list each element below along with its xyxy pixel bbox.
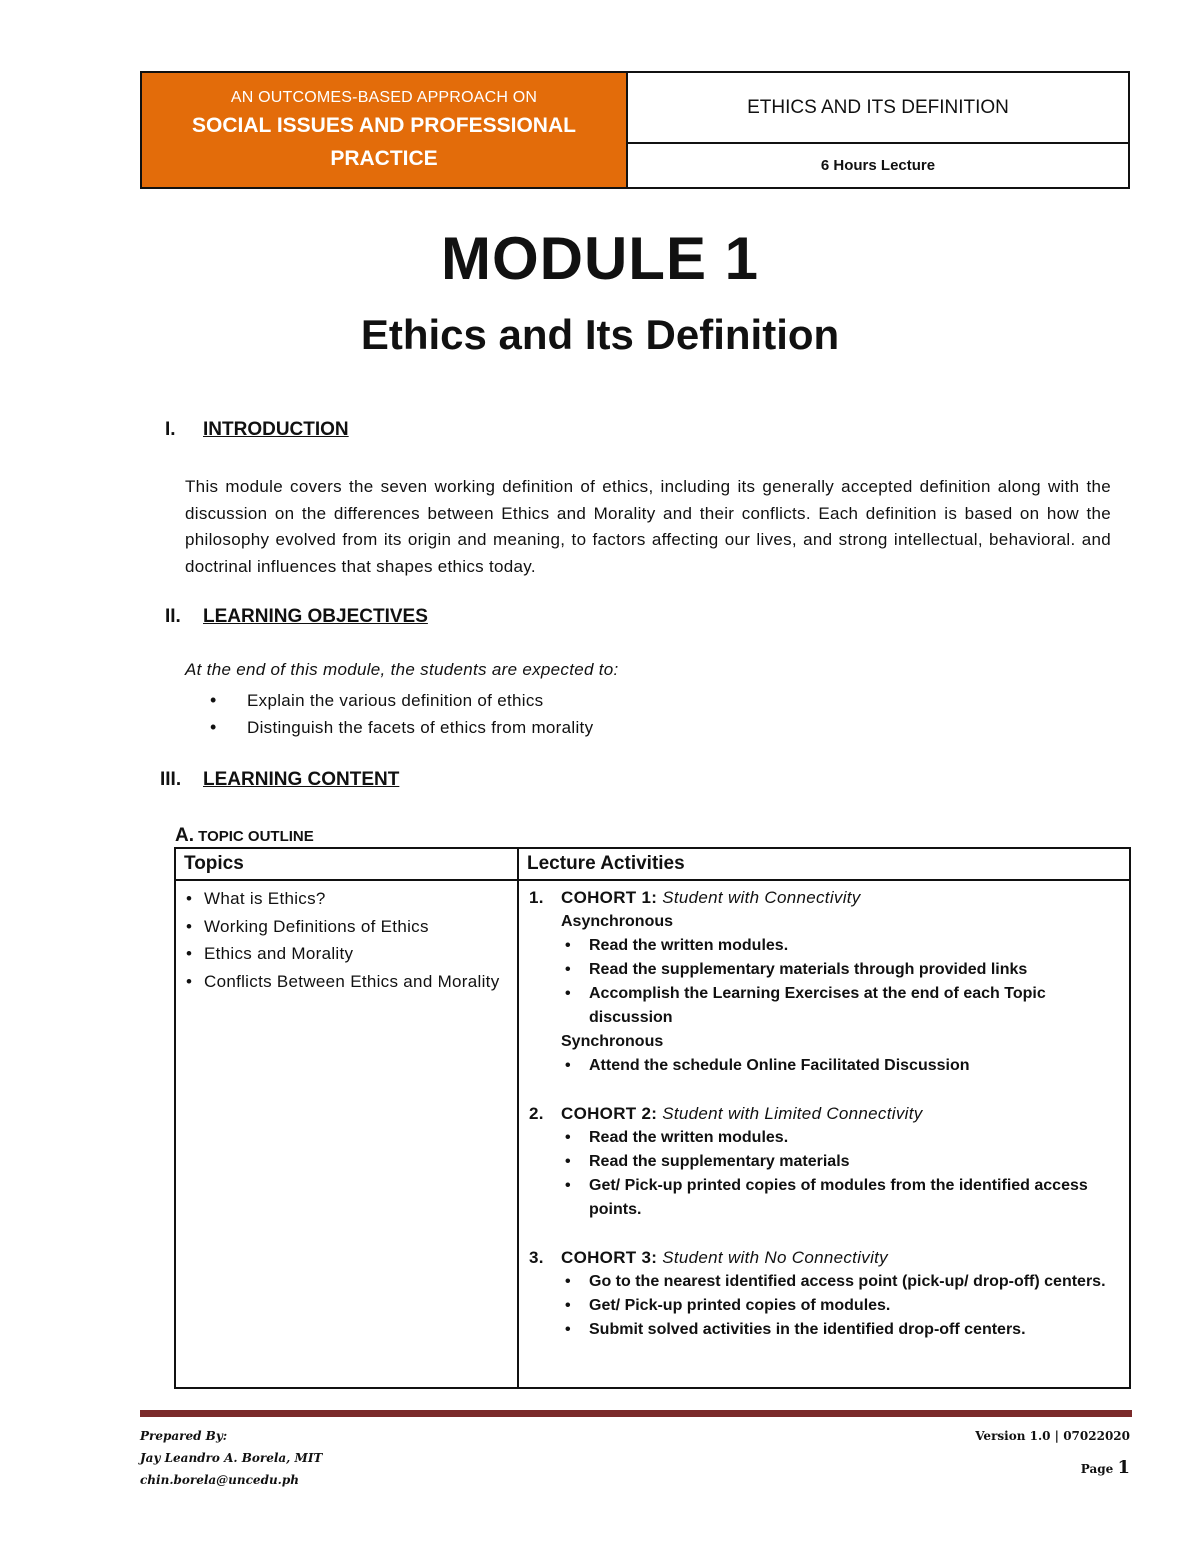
cohort-number: 2. xyxy=(529,1104,544,1123)
topic-info-block xyxy=(628,73,1128,187)
cohort-number: 1. xyxy=(529,888,544,907)
activity-list xyxy=(529,1270,1119,1342)
column-header-topics: Topics xyxy=(175,848,518,880)
author-name: Jay Leandro A. Borela, MIT xyxy=(140,1451,323,1465)
page-label: Page xyxy=(1080,1462,1114,1476)
objectives-list xyxy=(200,687,593,741)
cohort-description: Student with Limited Connectivity xyxy=(662,1104,923,1123)
table-header-row xyxy=(175,848,1130,880)
course-title-block xyxy=(142,73,628,187)
version-text: Version 1.0 | 07022020 xyxy=(975,1429,1130,1443)
section-content-heading xyxy=(160,769,399,791)
topic-outline-heading xyxy=(175,825,314,847)
activity-list xyxy=(529,934,1119,1030)
objectives-intro: At the end of this module, the students are expected to: xyxy=(185,660,619,679)
activity-list xyxy=(529,1054,1119,1078)
list-item: • Read the written modules. xyxy=(561,934,1119,958)
course-pre-title: AN OUTCOMES-BASED APPROACH ON xyxy=(230,89,538,106)
list-item: • Read the supplementary materials through provided links xyxy=(561,958,1119,982)
cohort-label: COHORT 2: xyxy=(561,1104,658,1123)
list-item: • Distinguish the facets of ethics from morality xyxy=(200,714,593,741)
module-title: MODULE 1 xyxy=(440,225,760,292)
lecture-duration: 6 Hours Lecture xyxy=(820,157,936,174)
cohort-heading xyxy=(529,885,1119,910)
topics-cell xyxy=(175,880,518,1388)
cohort-description: Student with Connectivity xyxy=(662,888,861,907)
cohort-label: COHORT 3: xyxy=(561,1248,658,1267)
list-item: • Working Definitions of Ethics xyxy=(182,913,511,941)
page-number: 1 xyxy=(1117,1457,1130,1478)
list-item: • Accomplish the Learning Exercises at the end of each Topic discussion xyxy=(561,982,1119,1030)
prepared-by-label: Prepared By: xyxy=(140,1429,228,1443)
list-item: • Read the supplementary materials xyxy=(561,1150,1119,1174)
topic-outline-table xyxy=(174,847,1131,1389)
author-email: chin.borela@uncedu.ph xyxy=(140,1473,299,1487)
column-header-activities: Lecture Activities xyxy=(518,848,1130,880)
module-subtitle: Ethics and Its Definition xyxy=(360,311,840,358)
section-objectives-heading xyxy=(165,606,428,628)
section-number: I. xyxy=(165,419,176,440)
list-item: • Get/ Pick-up printed copies of modules. xyxy=(561,1294,1119,1318)
module-header xyxy=(140,71,1130,189)
list-item: • Get/ Pick-up printed copies of modules from the identified access points. xyxy=(561,1174,1119,1222)
topics-list xyxy=(182,885,511,995)
cohort-1 xyxy=(529,885,1119,1078)
activities-cell xyxy=(518,880,1130,1388)
course-title-line2: PRACTICE xyxy=(330,147,438,170)
list-item: • Conflicts Between Ethics and Morality xyxy=(182,968,511,996)
cohort-number: 3. xyxy=(529,1248,544,1267)
list-item: • What is Ethics? xyxy=(182,885,511,913)
list-item: • Read the written modules. xyxy=(561,1126,1119,1150)
cohort-3 xyxy=(529,1245,1119,1342)
list-item: • Submit solved activities in the identified drop-off centers. xyxy=(561,1318,1119,1342)
cohort-heading xyxy=(529,1101,1119,1126)
course-title-line1: SOCIAL ISSUES AND PROFESSIONAL xyxy=(192,114,576,137)
cohort-heading xyxy=(529,1245,1119,1270)
section-label: INTRODUCTION xyxy=(203,419,349,440)
introduction-text: This module covers the seven working definition of ethics, including its generally accepted definition along with the discussion on the differences between Ethics and Morality and their conflicts. Each definition is based on how the philosophy evolved from its origin and meaning, to factors affecting our lives, and strong intellectual, behavioral. and doctrinal influences that shapes ethics today. xyxy=(185,477,1111,576)
mode-label: Asynchronous xyxy=(561,913,674,930)
section-number: III. xyxy=(160,769,182,790)
cohort-label: COHORT 1: xyxy=(561,888,658,907)
section-introduction-heading xyxy=(165,419,349,441)
cohort-2 xyxy=(529,1101,1119,1222)
section-label: LEARNING CONTENT xyxy=(203,769,400,790)
list-item: • Ethics and Morality xyxy=(182,940,511,968)
footer-divider xyxy=(140,1410,1132,1417)
table-row xyxy=(175,880,1130,1388)
subsection-label: TOPIC OUTLINE xyxy=(198,828,314,845)
section-number: II. xyxy=(165,606,181,627)
topic-title: ETHICS AND ITS DEFINITION xyxy=(628,73,1128,144)
list-item: • Explain the various definition of ethics xyxy=(200,687,593,714)
section-label: LEARNING OBJECTIVES xyxy=(203,606,428,627)
list-item: • Go to the nearest identified access point (pick-up/ drop-off) centers. xyxy=(561,1270,1119,1294)
mode-label: Synchronous xyxy=(561,1033,664,1050)
activity-list xyxy=(529,1126,1119,1222)
cohort-description: Student with No Connectivity xyxy=(662,1248,888,1267)
footer-version-block xyxy=(975,1425,1130,1480)
subsection-letter: A. xyxy=(175,825,194,846)
list-item: • Attend the schedule Online Facilitated Discussion xyxy=(561,1054,1119,1078)
footer-author-block xyxy=(140,1425,322,1491)
